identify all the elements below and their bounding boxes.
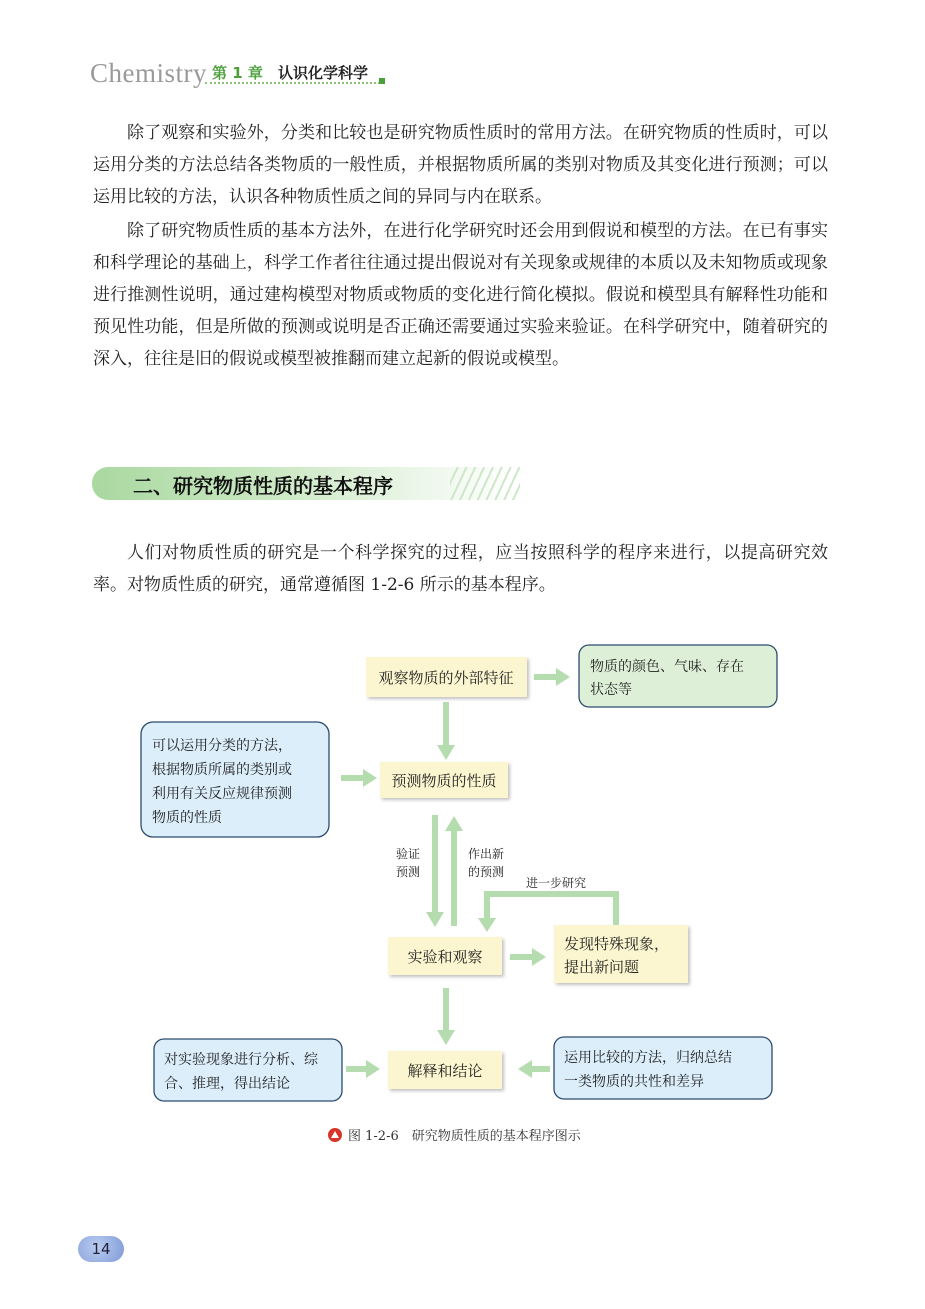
figure-caption-text: 图 1-2-6 研究物质性质的基本程序图示 — [348, 1129, 581, 1144]
arrow-head — [478, 918, 496, 932]
node-analyze-note — [154, 1039, 342, 1101]
figure-caption — [328, 1125, 581, 1144]
node-discover-line2: 提出新问题 — [564, 958, 640, 976]
chemistry-logo: Chemistry — [90, 58, 207, 88]
section-title: 二、研究物质性质的基本程序 — [133, 474, 393, 498]
verify-label-line1: 验证 — [396, 847, 421, 861]
triangle-icon — [328, 1128, 342, 1142]
node-discover — [554, 925, 688, 983]
node-experiment-label: 实验和观察 — [407, 948, 483, 966]
paragraph-hypothesis-model: 除了研究物质性质的基本方法外，在进行化学研究时还会用到假说和模型的方法。在已有事实和科学理论的基础上，科学工作者往往通过提出假说对有关现象或规律的本质以及未知物质或现象进行推测性说明，通过建构模型对物质或物质的变化进行简化模拟。假说和模型具有解释性功能和预见性功能，但是所做的预测或说明是否正确还需要通过实验来验证。在科学研究中，随着研究的深入，往往是旧的假说或模型被推翻而建立起新的假说或模型。 — [93, 221, 828, 369]
node-observe-label: 观察物质的外部特征 — [378, 669, 514, 687]
node-observe — [366, 657, 527, 697]
arrow-head — [437, 745, 455, 760]
verify-label-line2: 预测 — [396, 865, 421, 879]
node-analyze-note-line1: 对实验现象进行分析、综 — [164, 1052, 318, 1068]
node-compare-note-line2: 一类物质的共性和差异 — [564, 1074, 704, 1090]
node-observe-note-line1: 物质的颜色、气味、存在 — [590, 659, 744, 675]
arrow-verify-prediction — [432, 815, 438, 915]
arrow-head — [445, 816, 463, 831]
new-prediction-label-line1: 作出新 — [468, 847, 505, 861]
arrow-head — [532, 948, 546, 966]
node-conclude — [388, 1051, 502, 1089]
arrow-head — [556, 668, 570, 686]
node-experiment — [388, 937, 502, 975]
arrow-head — [363, 769, 377, 787]
node-observe-note — [579, 645, 777, 707]
node-classify-note-line4: 物质的性质 — [152, 810, 222, 826]
further-research-label: 进一步研究 — [526, 876, 587, 890]
arrow-experiment-to-discover — [510, 954, 534, 960]
arrow-head — [518, 1060, 532, 1078]
chapter-number: 第 1 章 — [212, 64, 263, 82]
arrow-head — [366, 1060, 380, 1078]
arrow-further-research — [487, 894, 616, 926]
arrow-new-prediction — [451, 828, 457, 926]
arrow-compare-to-conclusion — [530, 1066, 550, 1072]
node-classify-note — [141, 722, 329, 837]
paragraph-procedure-intro: 人们对物质性质的研究是一个科学探究的过程，应当按照科学的程序来进行，以提高研究效率。对物质性质的研究，通常遵循图 1-2-6 所示的基本程序。 — [93, 543, 828, 595]
arrow-head — [426, 912, 444, 927]
node-compare-note-line1: 运用比较的方法，归纳总结 — [564, 1050, 732, 1066]
node-analyze-note-line2: 合、推理，得出结论 — [164, 1076, 290, 1092]
new-prediction-label-line2: 的预测 — [468, 865, 505, 879]
arrow-analyze-to-conclusion — [346, 1066, 368, 1072]
chapter-title: 认识化学科学 — [278, 64, 369, 82]
node-classify-note-line2: 根据物质所属的类别或 — [152, 762, 292, 778]
node-compare-note — [554, 1037, 772, 1099]
node-predict — [380, 762, 508, 798]
arrow-experiment-to-conclusion — [443, 988, 449, 1033]
page-number: 14 — [78, 1236, 124, 1262]
node-predict-label: 预测物质的性质 — [391, 772, 497, 790]
arrow-head — [437, 1030, 455, 1045]
node-discover-line1: 发现特殊现象， — [564, 935, 670, 953]
node-observe-note-line2: 状态等 — [590, 682, 632, 698]
node-conclude-label: 解释和结论 — [407, 1062, 483, 1080]
paragraph-classification: 除了观察和实验外，分类和比较也是研究物质性质时的常用方法。在研究物质的性质时，可以运用分类的方法总结各类物质的一般性质，并根据物质所属的类别对物质及其变化进行预测；可以运用比较的方法，认识各种物质性质之间的异同与内在联系。 — [93, 123, 828, 207]
arrow-observe-to-predict — [443, 702, 449, 748]
arrow-observe-to-note — [534, 674, 558, 680]
flow-side-labels — [396, 846, 586, 890]
node-classify-note-line3: 利用有关反应规律预测 — [152, 786, 292, 802]
arrow-classify-to-predict — [341, 775, 365, 781]
node-classify-note-line1: 可以运用分类的方法， — [152, 738, 292, 754]
